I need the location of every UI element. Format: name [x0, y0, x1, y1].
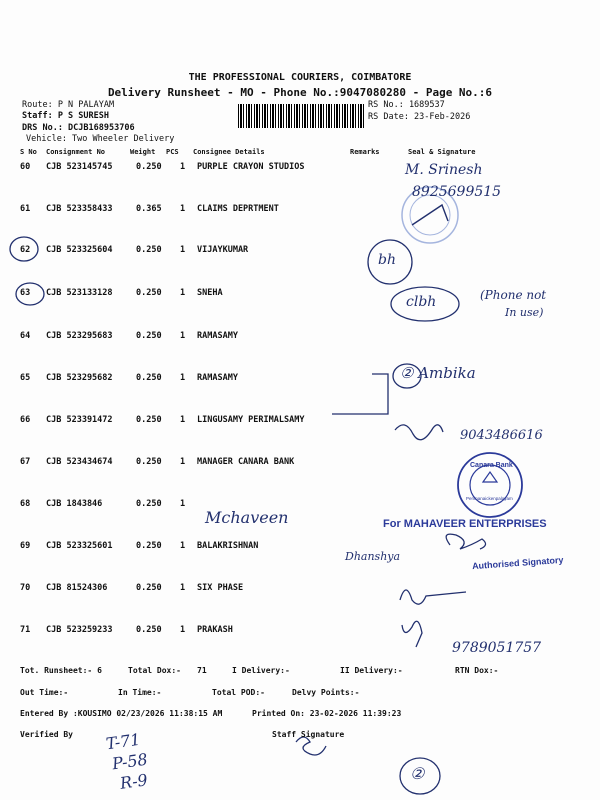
canara-logo: [483, 472, 497, 482]
tally-pod: P-58: [110, 749, 149, 774]
route: Route: P N PALAYAM: [22, 100, 115, 110]
row-sno: 62: [20, 245, 31, 255]
row-pcs: 1: [180, 541, 186, 551]
row-weight: 0.250: [136, 499, 162, 509]
total-dox-value: 71: [197, 666, 207, 675]
signature-scribble: [400, 590, 466, 604]
signature-scribble: [402, 621, 422, 647]
row-sno: 69: [20, 541, 31, 551]
printed-on: Printed On: 23-02-2026 11:39:23: [252, 709, 402, 718]
row-weight: 0.250: [136, 162, 162, 172]
row-weight: 0.250: [136, 583, 162, 593]
handwritten-phone: 9789051757: [452, 640, 542, 656]
tot-runsheet: Tot. Runsheet:- 6: [20, 666, 102, 675]
row-consignment: CJB 523325604: [46, 245, 113, 255]
row-consignment: CJB 523325601: [46, 541, 113, 551]
row-consignment: CJB 523145745: [46, 162, 113, 172]
total-dox-label: Total Dox:-: [128, 666, 181, 675]
handwritten-signature: Dhanshya: [345, 550, 401, 563]
canara-stamp-text: Canara Bank: [470, 462, 513, 469]
row-weight: 0.250: [136, 245, 162, 255]
row-consignee: SNEHA: [197, 288, 223, 298]
row-sno: 70: [20, 583, 31, 593]
canara-stamp-sub: Perimanaickenpalayam: [466, 496, 513, 501]
row-sno: 67: [20, 457, 31, 467]
row-sno: 71: [20, 625, 31, 635]
row-weight: 0.250: [136, 373, 162, 383]
row-sno: 61: [20, 204, 31, 214]
mahaveer-stamp: For MAHAVEER ENTERPRISES: [383, 518, 547, 530]
row-pcs: 1: [180, 583, 186, 593]
row-pcs: 1: [180, 373, 186, 383]
col-remarks: Remarks: [350, 148, 380, 156]
verified-by: Verified By: [20, 730, 73, 739]
handwritten-phone: 8925699515: [412, 184, 502, 200]
drs-no: DRS No.: DCJB168953706: [22, 123, 135, 133]
row-pcs: 1: [180, 331, 186, 341]
row-consignment: CJB 81524306: [46, 583, 108, 593]
row-consignment: CJB 523295683: [46, 331, 113, 341]
row-consignee: VIJAYKUMAR: [197, 245, 249, 255]
out-time: Out Time:-: [20, 688, 69, 697]
bottom-circle-mark: ②: [410, 764, 425, 783]
delvy-points: Delvy Points:-: [292, 688, 360, 697]
col-pcs: PCS: [166, 148, 179, 156]
row-sno: 65: [20, 373, 31, 383]
handwritten-phone: 9043486616: [460, 428, 543, 443]
col-weight: Weight: [130, 148, 156, 156]
row-consignment: CJB 523259233: [46, 625, 113, 635]
row-consignee: RAMASAMY: [197, 331, 238, 341]
handwritten-remark: (Phone not: [480, 288, 547, 302]
row-sno: 68: [20, 499, 31, 509]
row-pcs: 1: [180, 415, 186, 425]
row-weight: 0.250: [136, 415, 162, 425]
row-consignee: LINGUSAMY PERIMALSAMY: [197, 415, 305, 425]
handwritten-remark: In use): [505, 306, 544, 319]
row-pcs: 1: [180, 625, 186, 635]
vehicle: Vehicle: Two Wheeler Delivery: [26, 134, 175, 144]
company-title: THE PROFESSIONAL COURIERS, COIMBATORE: [188, 72, 412, 83]
row-sno: 63: [20, 288, 31, 298]
row-weight: 0.250: [136, 288, 162, 298]
rs-date: RS Date: 23-Feb-2026: [368, 112, 471, 122]
seal-stamp: [410, 195, 450, 235]
handwritten-note: clbh: [406, 294, 437, 310]
row-pcs: 1: [180, 457, 186, 467]
row-sno: 64: [20, 331, 31, 341]
row-pcs: 1: [180, 245, 186, 255]
i-delivery: I Delivery:-: [232, 666, 290, 675]
signature-scribble: [296, 737, 326, 755]
row-consignee: SIX PHASE: [197, 583, 244, 593]
row-consignment: CJB 523133128: [46, 288, 113, 298]
col-consignment: Consignment No: [46, 148, 106, 156]
row-pcs: 1: [180, 499, 186, 509]
row-consignee: MANAGER CANARA BANK: [197, 457, 295, 467]
row-consignment: CJB 523391472: [46, 415, 113, 425]
row-pcs: 1: [180, 204, 186, 214]
rtn-dox: RTN Dox:-: [455, 666, 499, 675]
total-pod: Total POD:-: [212, 688, 265, 697]
row-sno: 66: [20, 415, 31, 425]
col-signature: Seal & Signature: [408, 148, 476, 156]
row-consignee: CLAIMS DEPRTMENT: [197, 204, 279, 214]
row-weight: 0.250: [136, 331, 162, 341]
staff: Staff: P S SURESH: [22, 111, 109, 121]
runsheet-subtitle: Delivery Runsheet - MO - Phone No.:9047080280 - Page No.:6: [107, 86, 493, 99]
row-consignee: PURPLE CRAYON STUDIOS: [197, 162, 305, 172]
rs-no: RS No.: 1689537: [368, 100, 445, 110]
signature-scribble: [395, 425, 443, 440]
signature-scribble: [446, 534, 485, 549]
row-weight: 0.250: [136, 457, 162, 467]
in-time: In Time:-: [118, 688, 162, 697]
staff-signature: Staff Signature: [272, 730, 345, 739]
seal-tick: [412, 205, 448, 225]
row-consignee: BALAKRISHNAN: [197, 541, 259, 551]
row-consignment: CJB 523358433: [46, 204, 113, 214]
ii-delivery: II Delivery:-: [340, 666, 403, 675]
row-weight: 0.250: [136, 625, 162, 635]
row-consignment: CJB 1843846: [46, 499, 103, 509]
row-pcs: 1: [180, 288, 186, 298]
circle-mark: [10, 237, 38, 261]
row-sno: 60: [20, 162, 31, 172]
entered-by: Entered By :KOUSIMO 02/23/2026 11:38:15 AM: [20, 709, 223, 718]
row-consignment: CJB 523434674: [46, 457, 113, 467]
handwritten-note: bh: [378, 252, 396, 268]
row-weight: 0.250: [136, 541, 162, 551]
handwritten-note: ② Ambika: [400, 364, 476, 382]
authorised-signatory-stamp: Authorised Signatory: [471, 554, 564, 572]
row-pcs: 1: [180, 162, 186, 172]
bracket-mark: [332, 374, 388, 414]
col-consignee: Consignee Details: [193, 148, 265, 156]
handwritten-signature: M. Srinesh: [405, 162, 483, 178]
col-sno: S No: [20, 148, 37, 156]
row-consignee: RAMASAMY: [197, 373, 238, 383]
tally-return: R-9: [118, 770, 149, 793]
tally-total: T-71: [104, 729, 142, 754]
row-consignment: CJB 523295682: [46, 373, 113, 383]
handwritten-signature: Mchaveen: [205, 508, 289, 527]
row-consignee: PRAKASH: [197, 625, 233, 635]
row-weight: 0.365: [136, 204, 162, 214]
circle-mark: [16, 283, 44, 305]
